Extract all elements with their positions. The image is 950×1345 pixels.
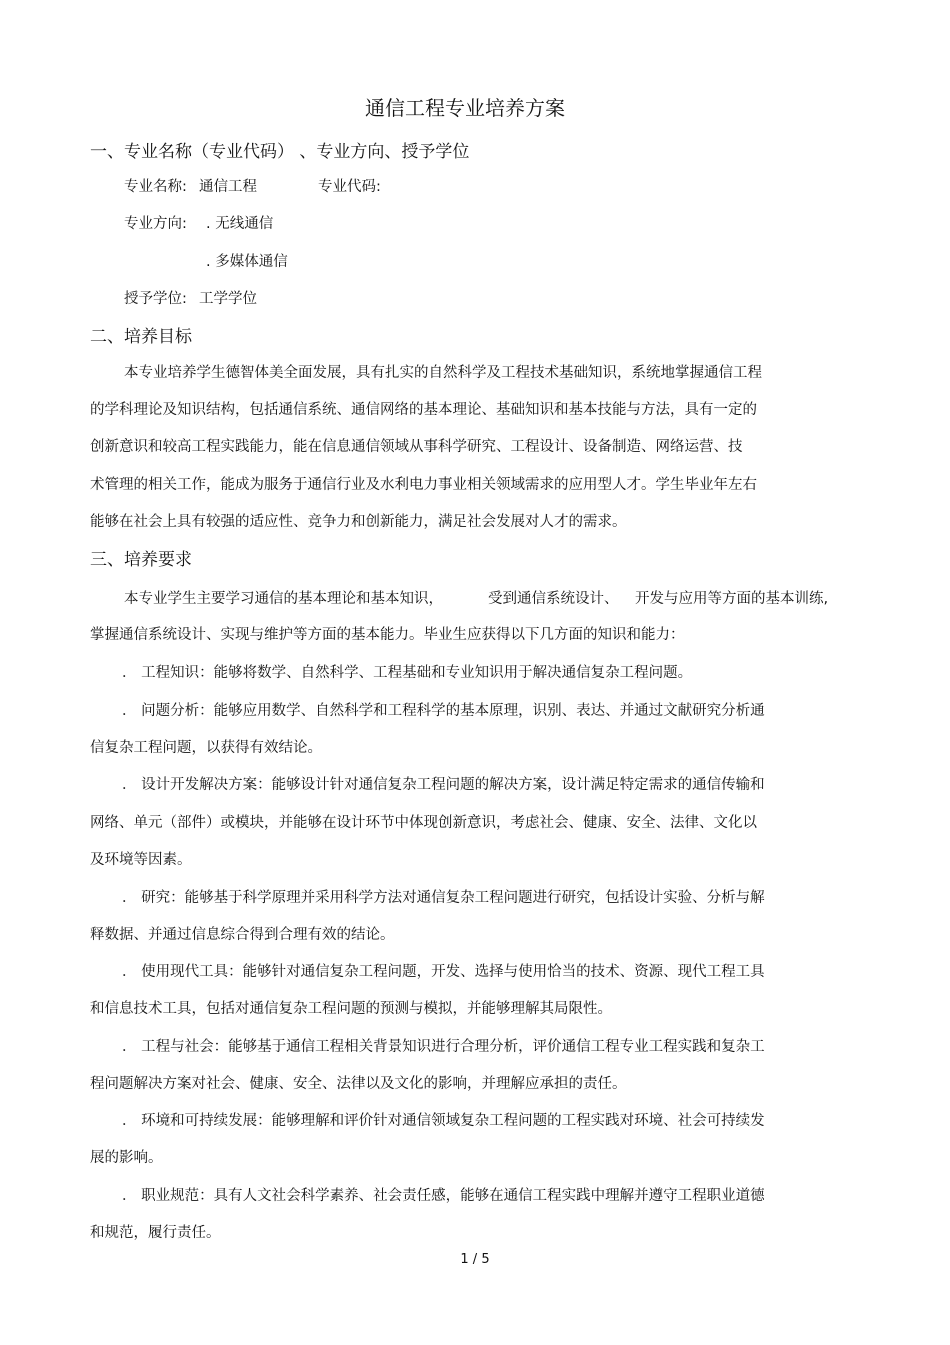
document-title: 通信工程专业培养方案 <box>365 96 565 120</box>
requirement-item: ． 工程与社会：能够基于通信工程相关背景知识进行合理分析，评价通信工程专业工程实践和复杂工 <box>122 1039 765 1055</box>
requirement-item: ． 问题分析：能够应用数学、自然科学和工程科学的基本原理，识别、表达、并通过文献研究分析通 <box>122 703 765 719</box>
page-number: 1 / 5 <box>460 1252 490 1267</box>
requirement-item: ． 职业规范：具有人文社会科学素养、社会责任感，能够在通信工程实践中理解并遵守工程职业道德 <box>122 1188 765 1204</box>
requirement-item: 和规范，履行责任。 <box>90 1225 221 1241</box>
degree-value: 工学学位 <box>199 291 257 307</box>
requirement-item: ． 环境和可持续发展：能够理解和评价针对通信领域复杂工程问题的工程实践对环境、社会可持续发 <box>122 1113 765 1129</box>
direction-item-1: . 无线通信 <box>206 216 274 232</box>
paragraph-line: 掌握通信系统设计、实现与维护等方面的基本能力。毕业生应获得以下几方面的知识和能力： <box>90 627 685 643</box>
degree-label: 授予学位: <box>124 291 187 307</box>
requirement-item: 网络、单元（部件）或模块，并能够在设计环节中体现创新意识，考虑社会、健康、安全、法律、文化以 <box>90 815 757 831</box>
paragraph-line: 本专业培养学生德智体美全面发展，具有扎实的自然科学及工程技术基础知识，系统地掌握通信工程 <box>124 365 762 381</box>
direction-label: 专业方向: <box>124 216 187 232</box>
requirement-item: ． 设计开发解决方案：能够设计针对通信复杂工程问题的解决方案，设计满足特定需求的通信传输和 <box>122 777 765 793</box>
requirement-item: ． 研究：能够基于科学原理并采用科学方法对通信复杂工程问题进行研究，包括设计实验、分析与解 <box>122 890 765 906</box>
requirement-item: 展的影响。 <box>90 1150 163 1166</box>
direction-item-2: . 多媒体通信 <box>206 254 288 270</box>
major-name-value: 通信工程 <box>199 179 257 195</box>
paragraph-line: 术管理的相关工作，能成为服务于通信行业及水利电力事业相关领域需求的应用型人才。学生毕业年左右 <box>90 477 757 493</box>
major-name-label: 专业名称: <box>124 179 187 195</box>
paragraph-line: 创新意识和较高工程实践能力，能在信息通信领域从事科学研究、工程设计、设备制造、网络运营、技 <box>90 439 743 455</box>
paragraph-line: 本专业学生主要学习通信的基本理论和基本知识， <box>124 591 443 607</box>
requirement-item: 和信息技术工具，包括对通信复杂工程问题的预测与模拟，并能够理解其局限性。 <box>90 1001 612 1017</box>
requirement-item: ． 使用现代工具：能够针对通信复杂工程问题，开发、选择与使用恰当的技术、资源、现代工程工具 <box>122 964 765 980</box>
requirement-item: ． 工程知识：能够将数学、自然科学、工程基础和专业知识用于解决通信复杂工程问题。 <box>122 665 693 681</box>
requirement-item: 程问题解决方案对社会、健康、安全、法律以及文化的影响，并理解应承担的责任。 <box>90 1076 627 1092</box>
requirement-item: 释数据、并通过信息综合得到合理有效的结论。 <box>90 927 395 943</box>
requirement-item: 及环境等因素。 <box>90 852 192 868</box>
section-3-heading: 三、培养要求 <box>90 550 192 570</box>
paragraph-line: 开发与应用等方面的基本训练, <box>635 591 829 607</box>
paragraph-line: 受到通信系统设计、 <box>488 591 619 607</box>
paragraph-line: 的学科理论及知识结构，包括通信系统、通信网络的基本理论、基础知识和基本技能与方法，具有一定的 <box>90 402 757 418</box>
paragraph-line: 能够在社会上具有较强的适应性、竞争力和创新能力，满足社会发展对人才的需求。 <box>90 514 627 530</box>
major-code-label: 专业代码: <box>318 179 381 195</box>
section-2-heading: 二、培养目标 <box>90 327 192 347</box>
section-1-heading: 一、专业名称（专业代码） 、专业方向、授予学位 <box>90 142 470 162</box>
requirement-item: 信复杂工程问题，以获得有效结论。 <box>90 740 322 756</box>
